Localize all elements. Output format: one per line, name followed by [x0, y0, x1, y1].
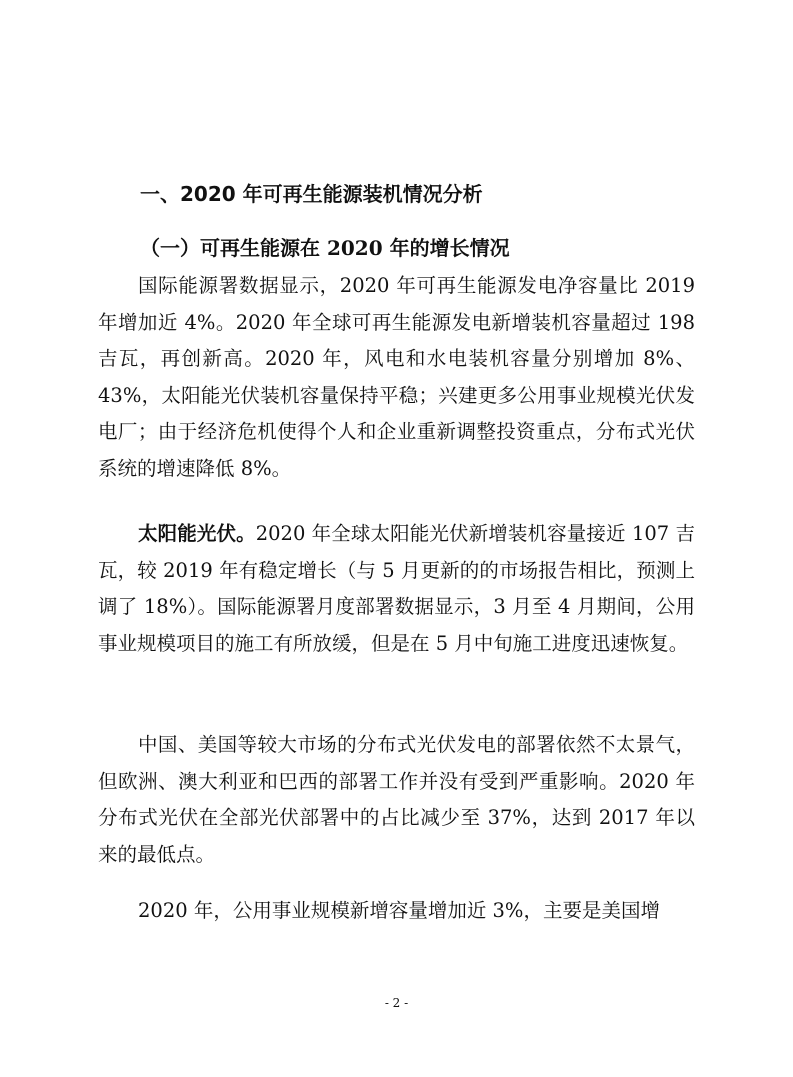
paragraph-solar-pv [98, 516, 695, 662]
paragraph-lead-solar-pv: 太阳能光伏。 [138, 522, 256, 545]
paragraph-capacity-overview: 国际能源署数据显示，2020 年可再生能源发电净容量比 2019 年增加近 4%。2020 年全球可再生能源发电新增装机容量超过 198 吉瓦，再创新高。2020 年，风电和水电装机容量分别增加 8%、43%，太阳能光伏装机容量保持平稳；兴建更多公用事业规模光伏发电厂；由于经济危机使得个人和企业重新调整投资重点，分布式光伏系统的增速降低 8%。 [98, 274, 695, 480]
subsection-heading: （一）可再生能源在 2020 年的增长情况 [140, 236, 510, 260]
paragraph-solar-pv-text: 2020 年全球太阳能光伏新增装机容量接近 107 吉瓦，较 2019 年有稳定增长（与 5 月更新的的市场报告相比，预测上调了 18%）。国际能源署月度部署数据显示，3 月至 4 月期间，公用事业规模项目的施工有所放缓，但是在 5 月中旬施工进度迅速恢复。 [98, 522, 695, 655]
paragraph-utility-scale: 2020 年，公用事业规模新增容量增加近 3%，主要是美国增 [138, 899, 660, 922]
section-heading: 一、2020 年可再生能源装机情况分析 [140, 182, 483, 206]
page-number: - 2 - [384, 996, 409, 1010]
paragraph-distributed-pv: 中国、美国等较大市场的分布式光伏发电的部署依然不太景气，但欧洲、澳大利亚和巴西的部署工作并没有受到严重影响。2020 年分布式光伏在全部光伏部署中的占比减少至 37%，达到 2017 年以来的最低点。 [98, 733, 695, 866]
